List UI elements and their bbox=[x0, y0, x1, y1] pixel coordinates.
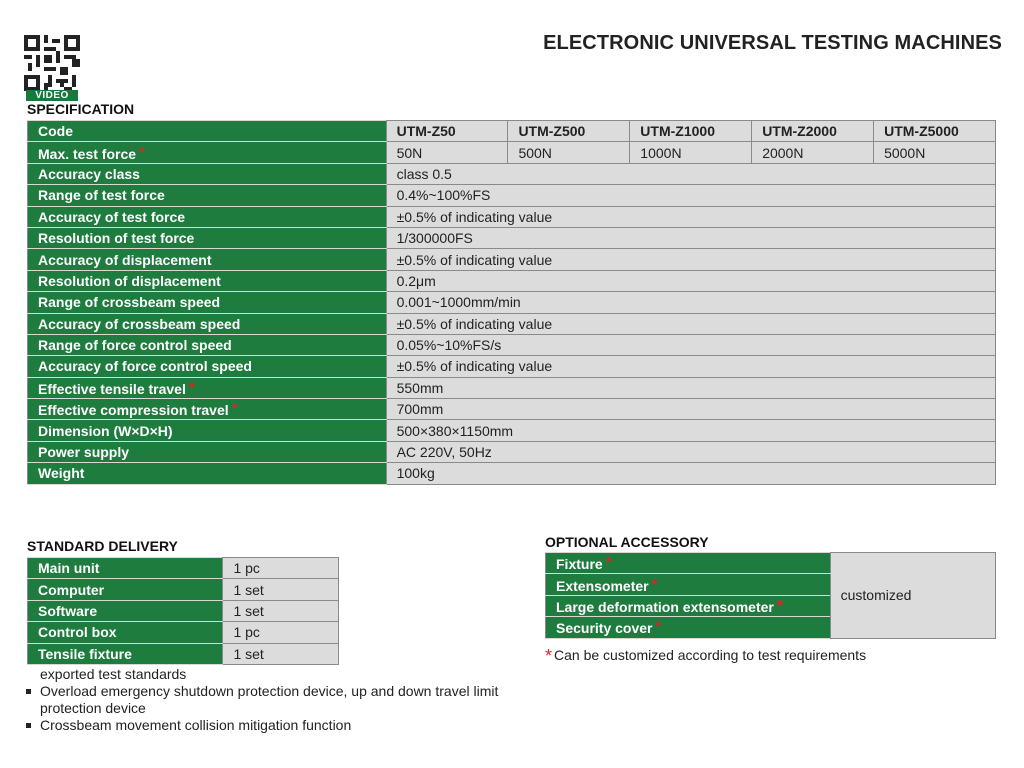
spec-value: 550mm bbox=[386, 377, 995, 398]
accessory-item: Security cover bbox=[556, 620, 653, 637]
max-force-value: 500N bbox=[508, 142, 630, 163]
spec-label-cell bbox=[28, 206, 387, 227]
specification-title: SPECIFICATION bbox=[27, 101, 135, 117]
table-row bbox=[28, 377, 996, 398]
model-code: UTM-Z1000 bbox=[630, 121, 752, 142]
asterisk-icon: * bbox=[776, 596, 783, 614]
optional-accessory-title: OPTIONAL ACCESSORY bbox=[545, 534, 709, 550]
table-row bbox=[28, 399, 996, 420]
spec-label: Accuracy class bbox=[38, 165, 140, 182]
spec-label-cell bbox=[28, 334, 387, 355]
customization-note bbox=[545, 646, 866, 667]
feature-text: Overload emergency shutdown protection device, up and down travel limit protection device bbox=[40, 683, 499, 716]
delivery-item: Tensile fixture bbox=[28, 643, 223, 664]
table-row bbox=[28, 227, 996, 248]
spec-label-cell bbox=[28, 377, 387, 398]
spec-value: ±0.5% of indicating value bbox=[386, 249, 995, 270]
spec-label: Effective tensile travel bbox=[38, 380, 186, 397]
table-row bbox=[28, 463, 996, 484]
spec-label-cell bbox=[28, 227, 387, 248]
spec-value: class 0.5 bbox=[386, 163, 995, 184]
feature-text: exported test standards bbox=[40, 666, 187, 682]
table-row bbox=[28, 622, 339, 643]
spec-label: Code bbox=[28, 121, 387, 142]
table-row bbox=[28, 270, 996, 291]
accessory-item-cell bbox=[546, 574, 831, 595]
table-row bbox=[28, 121, 996, 142]
table-row bbox=[28, 643, 339, 664]
delivery-item: Main unit bbox=[28, 558, 223, 579]
asterisk-icon: * bbox=[139, 143, 145, 161]
model-code: UTM-Z50 bbox=[386, 121, 508, 142]
table-row bbox=[28, 600, 339, 621]
model-code: UTM-Z500 bbox=[508, 121, 630, 142]
model-code: UTM-Z2000 bbox=[752, 121, 874, 142]
table-row bbox=[28, 579, 339, 600]
spec-label-cell bbox=[28, 249, 387, 270]
std-rows bbox=[28, 558, 339, 665]
spec-label-cell bbox=[28, 463, 387, 484]
spec-value: ±0.5% of indicating value bbox=[386, 313, 995, 334]
spec-value: AC 220V, 50Hz bbox=[386, 441, 995, 462]
page-title: ELECTRONIC UNIVERSAL TESTING MACHINES bbox=[543, 32, 1002, 54]
list-item bbox=[26, 717, 556, 734]
table-row bbox=[28, 558, 339, 579]
optional-accessory-table bbox=[545, 552, 996, 639]
accessory-item: Large deformation extensometer bbox=[556, 598, 774, 615]
spec-label-cell bbox=[28, 185, 387, 206]
bullet-icon bbox=[26, 723, 31, 728]
spec-rows bbox=[28, 163, 996, 484]
max-force-value: 50N bbox=[386, 142, 508, 163]
spec-label-cell bbox=[28, 399, 387, 420]
spec-label: Weight bbox=[38, 465, 85, 482]
qr-code-icon bbox=[24, 34, 80, 92]
spec-label-cell bbox=[28, 292, 387, 313]
list-item bbox=[26, 666, 556, 683]
table-row bbox=[28, 313, 996, 334]
spec-label: Accuracy of test force bbox=[38, 208, 186, 225]
table-row bbox=[546, 553, 996, 574]
table-row bbox=[28, 441, 996, 462]
spec-value: 0.001~1000mm/min bbox=[386, 292, 995, 313]
delivery-qty: 1 set bbox=[223, 643, 339, 664]
max-force-value: 2000N bbox=[752, 142, 874, 163]
spec-label: Accuracy of crossbeam speed bbox=[38, 315, 241, 332]
video-badge[interactable]: VIDEO bbox=[26, 90, 78, 101]
spec-label-cell bbox=[28, 420, 387, 441]
spec-value: 100kg bbox=[386, 463, 995, 484]
spec-label: Resolution of displacement bbox=[38, 272, 221, 289]
accessory-item-cell bbox=[546, 617, 831, 638]
spec-value: 0.05%~10%FS/s bbox=[386, 334, 995, 355]
spec-value: 0.2μm bbox=[386, 270, 995, 291]
feature-list bbox=[26, 666, 556, 734]
model-code: UTM-Z5000 bbox=[874, 121, 996, 142]
table-row bbox=[28, 206, 996, 227]
delivery-qty: 1 pc bbox=[223, 622, 339, 643]
spec-value: 500×380×1150mm bbox=[386, 420, 995, 441]
spec-label: Accuracy of force control speed bbox=[38, 358, 252, 375]
spec-value: 1/300000FS bbox=[386, 227, 995, 248]
spec-label: Range of crossbeam speed bbox=[38, 294, 221, 311]
max-force-value: 1000N bbox=[630, 142, 752, 163]
spec-label-cell bbox=[28, 313, 387, 334]
spec-label-cell bbox=[28, 270, 387, 291]
accessory-value: customized bbox=[830, 553, 995, 639]
table-row bbox=[28, 249, 996, 270]
asterisk-icon: * bbox=[605, 554, 612, 572]
spec-label-cell bbox=[28, 142, 387, 163]
spec-label: Dimension (W×D×H) bbox=[38, 422, 173, 439]
spec-label: Range of test force bbox=[38, 187, 165, 204]
spec-label: Max. test force bbox=[38, 145, 137, 162]
standard-delivery-title: STANDARD DELIVERY bbox=[27, 538, 178, 554]
note-text: Can be customized according to test requirements bbox=[554, 647, 867, 663]
spec-label: Power supply bbox=[38, 444, 130, 461]
asterisk-icon: * bbox=[651, 575, 658, 593]
accessory-item: Extensometer bbox=[556, 577, 649, 594]
delivery-item: Computer bbox=[28, 579, 223, 600]
delivery-item: Control box bbox=[28, 622, 223, 643]
max-force-value: 5000N bbox=[874, 142, 996, 163]
delivery-item: Software bbox=[28, 600, 223, 621]
table-row bbox=[28, 185, 996, 206]
asterisk-icon: * bbox=[231, 400, 238, 418]
delivery-qty: 1 pc bbox=[223, 558, 339, 579]
spec-label: Range of force control speed bbox=[38, 337, 232, 354]
feature-text: Crossbeam movement collision mitigation function bbox=[40, 717, 352, 733]
asterisk-icon: * bbox=[188, 378, 195, 396]
specification-table bbox=[27, 120, 996, 485]
spec-value: 700mm bbox=[386, 399, 995, 420]
table-row bbox=[28, 334, 996, 355]
spec-label-cell bbox=[28, 441, 387, 462]
spec-value: ±0.5% of indicating value bbox=[386, 356, 995, 377]
table-row bbox=[28, 420, 996, 441]
accessory-item-cell bbox=[546, 553, 831, 574]
spec-label-cell bbox=[28, 163, 387, 184]
spec-label: Accuracy of displacement bbox=[38, 251, 212, 268]
delivery-qty: 1 set bbox=[223, 600, 339, 621]
standard-delivery-table bbox=[27, 557, 339, 665]
list-item bbox=[26, 683, 556, 717]
spec-value: 0.4%~100%FS bbox=[386, 185, 995, 206]
table-row bbox=[28, 163, 996, 184]
table-row bbox=[28, 142, 996, 163]
spec-label: Resolution of test force bbox=[38, 230, 195, 247]
opt-rows bbox=[546, 553, 996, 639]
table-row bbox=[28, 356, 996, 377]
bullet-icon bbox=[26, 689, 31, 694]
spec-label-cell bbox=[28, 356, 387, 377]
accessory-item-cell bbox=[546, 595, 831, 616]
delivery-qty: 1 set bbox=[223, 579, 339, 600]
asterisk-icon: * bbox=[545, 646, 553, 666]
table-row bbox=[28, 292, 996, 313]
asterisk-icon: * bbox=[655, 618, 662, 636]
spec-value: ±0.5% of indicating value bbox=[386, 206, 995, 227]
spec-label: Effective compression travel bbox=[38, 402, 229, 419]
accessory-item: Fixture bbox=[556, 556, 603, 573]
